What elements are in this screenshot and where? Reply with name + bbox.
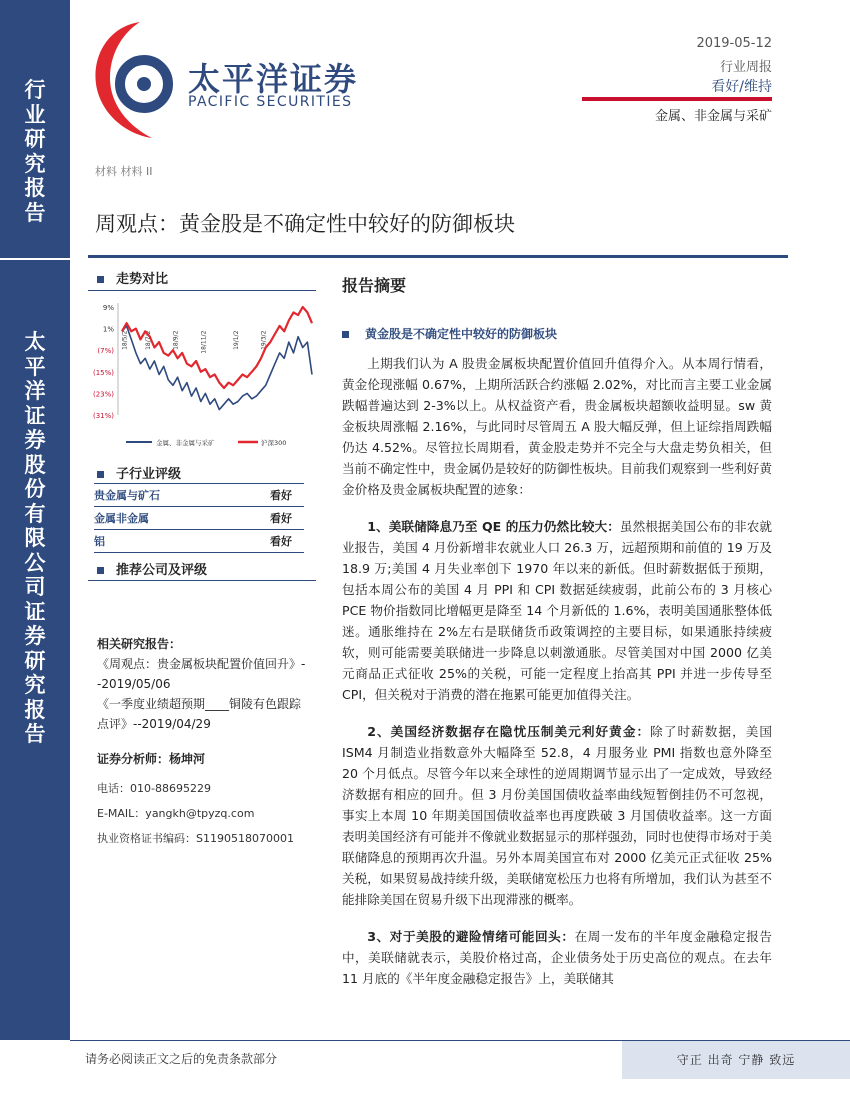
- bullet-square-icon: [97, 276, 104, 283]
- sidebar-char: 券: [24, 623, 46, 648]
- legend-label: 金属、非金属与采矿: [156, 439, 215, 447]
- y-tick-label: 1%: [102, 325, 114, 334]
- logo-name-cn: 太平洋证券: [188, 60, 359, 98]
- x-tick-label: 19/3/2: [260, 330, 268, 350]
- sidebar-char: 洋: [24, 378, 46, 403]
- sidebar-char: 份: [24, 476, 46, 501]
- bullet-square-icon: [97, 471, 104, 478]
- legend-label: 沪深300: [261, 439, 287, 447]
- bullet-square-icon: [97, 567, 104, 574]
- table-row: [94, 530, 304, 553]
- x-tick-label: 18/7/2: [144, 330, 152, 350]
- y-tick-label: (31%): [92, 412, 114, 420]
- sidebar-char: 证: [24, 402, 46, 428]
- analyst-certificate: 执业资格证书编码：S1190518070001: [97, 832, 294, 845]
- summary-subtitle: [342, 325, 557, 342]
- sidebar-char: 公: [24, 549, 46, 575]
- x-tick-label: 18/11/2: [200, 330, 208, 354]
- sidebar-char: 研: [24, 126, 46, 151]
- recommend-section-title: [97, 559, 207, 578]
- bullet-square-icon: [342, 331, 349, 338]
- sub-rating-title-text: 子行业评级: [116, 467, 182, 482]
- report-date: 2019-05-12: [696, 36, 772, 51]
- page-title: 周观点：黄金股是不确定性中较好的防御板块: [95, 212, 515, 236]
- sub-rating-section-title: [97, 463, 181, 482]
- trend-title-text: 走势对比: [116, 272, 169, 287]
- x-tick-label: 18/9/2: [172, 330, 180, 350]
- industry-tags: 材料 材料 II: [95, 165, 153, 178]
- analyst-phone: 电话：010-88695229: [97, 782, 211, 795]
- x-tick-label: 18/5/2: [121, 330, 129, 350]
- sidebar-char: 业: [24, 101, 46, 127]
- recommend-title-text: 推荐公司及评级: [116, 563, 208, 578]
- paragraph-heading: 2、美国经济数据存在隐忧压制美元利好黄金：: [367, 724, 651, 739]
- paragraph-text: 在周一发布的半年度金融稳定报告中，美联储就表示，美股价格过高，企业债务处于历史高位的观点。在去年 11 月底的《半年度金融稳定报告》上，美联储其: [342, 929, 773, 986]
- sub-industry-name: 贵金属与矿石: [94, 489, 160, 502]
- related-reports: [97, 634, 312, 734]
- section-divider: [88, 290, 316, 291]
- logo-name-en: PACIFIC SECURITIES: [188, 94, 353, 110]
- y-tick-label: (7%): [97, 347, 114, 356]
- sidebar-char: 报: [24, 696, 46, 722]
- sidebar-char: 告: [24, 721, 46, 746]
- report-type: 行业周报: [719, 60, 772, 75]
- sidebar-char: 股: [24, 451, 46, 477]
- y-tick-label: (15%): [92, 368, 114, 377]
- x-tick-label: 19/1/2: [232, 330, 240, 350]
- sub-industry-rating: 看好: [270, 512, 292, 525]
- sub-industry-rating: 看好: [270, 489, 292, 502]
- sub-rating-table: [94, 483, 304, 553]
- company-logo: [88, 16, 368, 141]
- industry-rating: 看好/维持: [711, 79, 772, 95]
- summary-title: 报告摘要: [342, 276, 407, 295]
- related-report-link[interactable]: 《一季度业绩超预期____铜陵有色跟踪点评》--2019/04/29: [97, 697, 302, 731]
- header-divider: [582, 97, 772, 101]
- paragraph: [342, 516, 772, 705]
- sidebar-char: 研: [24, 647, 46, 673]
- paragraph-heading: 1、美联储降息乃至 QE 的压力仍然比较大：: [367, 519, 620, 534]
- sub-industry-name: 铝: [94, 535, 105, 548]
- title-divider: [88, 255, 788, 258]
- paragraph: 上期我们认为 A 股贵金属板块配置价值回升值得介入。从本周行情看，黄金伦现涨幅 0.67%，上期所活跃合约涨幅 2.02%，对比而言主要工业金属跌幅普遍达到 2-3%以上。从权益资产看，贵金属板块超额收益明显。sw 黄金板块周涨幅 2.16%，与此同时尽管周五 A 股大幅反弹，但上证综指周跌幅仍达 4.52%。尽管拉长周期看，黄金股走势并不完全与大盘走势负相关，但当前不确定性中，贵金属仍是较好的防御性板块。目前我们观察到一些利好黄金价格及贵金属板块配置的迹象：: [342, 356, 772, 497]
- table-row: [94, 507, 304, 530]
- sidebar-company-name: [0, 258, 70, 1040]
- sidebar-char: 究: [24, 672, 46, 697]
- sidebar-char: 告: [24, 199, 46, 225]
- y-tick-label: 9%: [102, 304, 114, 312]
- paragraph-text: 除了时薪数据，美国 ISM4 月制造业指数意外大幅降至 52.8，4 月服务业 PMI 指数也意外降至 20 个月低点。尽管今年以来全球性的逆周期调节显示出了一定成效，导致经济数据有相应的回升。但 3 月份美国国债收益率曲线短暂倒挂仍不可忽视，事实上本周 10 年期美国国债收益率也再度跌破 3 月国债收益率。这一方面表明美国经济有可能并不像就业数据显示的那样强劲，同时也使得市场对于美联储降息的预期再次升温。另外本周美国宣布对 2000 亿美元正式征收 25%关税，如果贸易战持续升级，美联储宽松压力也将有所增加，我们认为甚至不能排除美国在贸易升级下出现滞涨的概率。: [342, 724, 773, 907]
- paragraph-heading: 3、对于美股的避险情绪可能回头：: [367, 929, 575, 944]
- sidebar-char: 券: [24, 427, 46, 452]
- summary-body: [342, 353, 772, 1005]
- paragraph: [342, 721, 772, 910]
- related-report-link[interactable]: 《周观点：贵金属板块配置价值回升》--2019/05/06: [97, 657, 306, 691]
- related-reports-label: 相关研究报告：: [97, 637, 182, 651]
- sidebar-char: 报: [24, 175, 46, 200]
- logo-mark-icon: [88, 16, 188, 141]
- section-divider: [88, 580, 316, 581]
- footer-motto: 守正 出奇 宁静 致远: [622, 1041, 850, 1079]
- industry-sector: 金属、非金属与采矿: [654, 109, 772, 124]
- sidebar-char: 究: [24, 150, 46, 176]
- y-tick-label: (23%): [92, 390, 114, 399]
- sidebar-char: 有: [24, 500, 46, 526]
- trend-section-title: [97, 268, 168, 287]
- trend-chart: [88, 295, 323, 455]
- sidebar-report-category: [0, 0, 70, 258]
- paragraph-text: 虽然根据美国公布的非农就业报告，美国 4 月份新增非农就业人口 26.3 万，远超预期和前值的 19 万及 18.9 万;美国 4 月失业率创下 1970 年以来的新低。但时薪数据低于预期，包括本周公布的美国 4 月 PPI 和 CPI 数据延续疲弱，此前公布的 3 月核心 PCE 物价指数同比增幅更是降至 14 个月新低的 1.6%，表明美国通胀整体低迷。通胀维持在 2%左右是联储货币政策调控的主要目标，如果通胀持续疲软，则可能需要美联储进一步降息以刺激通胀。尽管美国对中国 2000 亿美元商品正式征收 25%的关税，可能一定程度上抬高其 PPI 并进一步传导至 CPI，但关税对于消费的潜在拖累可能更加值得关注。: [342, 519, 773, 702]
- sub-industry-name: 金属非金属: [94, 512, 149, 525]
- analyst-email[interactable]: E-MAIL：yangkh@tpyzq.com: [97, 807, 255, 820]
- table-row: [94, 483, 304, 507]
- footer-disclaimer: 请务必阅读正文之后的免责条款部分: [85, 1052, 278, 1066]
- sidebar-char: 行: [24, 77, 46, 102]
- analyst-name: 证券分析师：杨坤河: [97, 752, 206, 766]
- sidebar-char: 太: [24, 329, 46, 354]
- sub-industry-rating: 看好: [270, 535, 292, 548]
- sidebar-char: 司: [24, 574, 46, 599]
- summary-subtitle-text: 黄金股是不确定性中较好的防御板块: [365, 327, 558, 341]
- sidebar-char: 证: [24, 598, 46, 624]
- sidebar-char: 限: [24, 525, 46, 550]
- paragraph: [342, 926, 772, 989]
- sidebar-char: 平: [24, 353, 46, 379]
